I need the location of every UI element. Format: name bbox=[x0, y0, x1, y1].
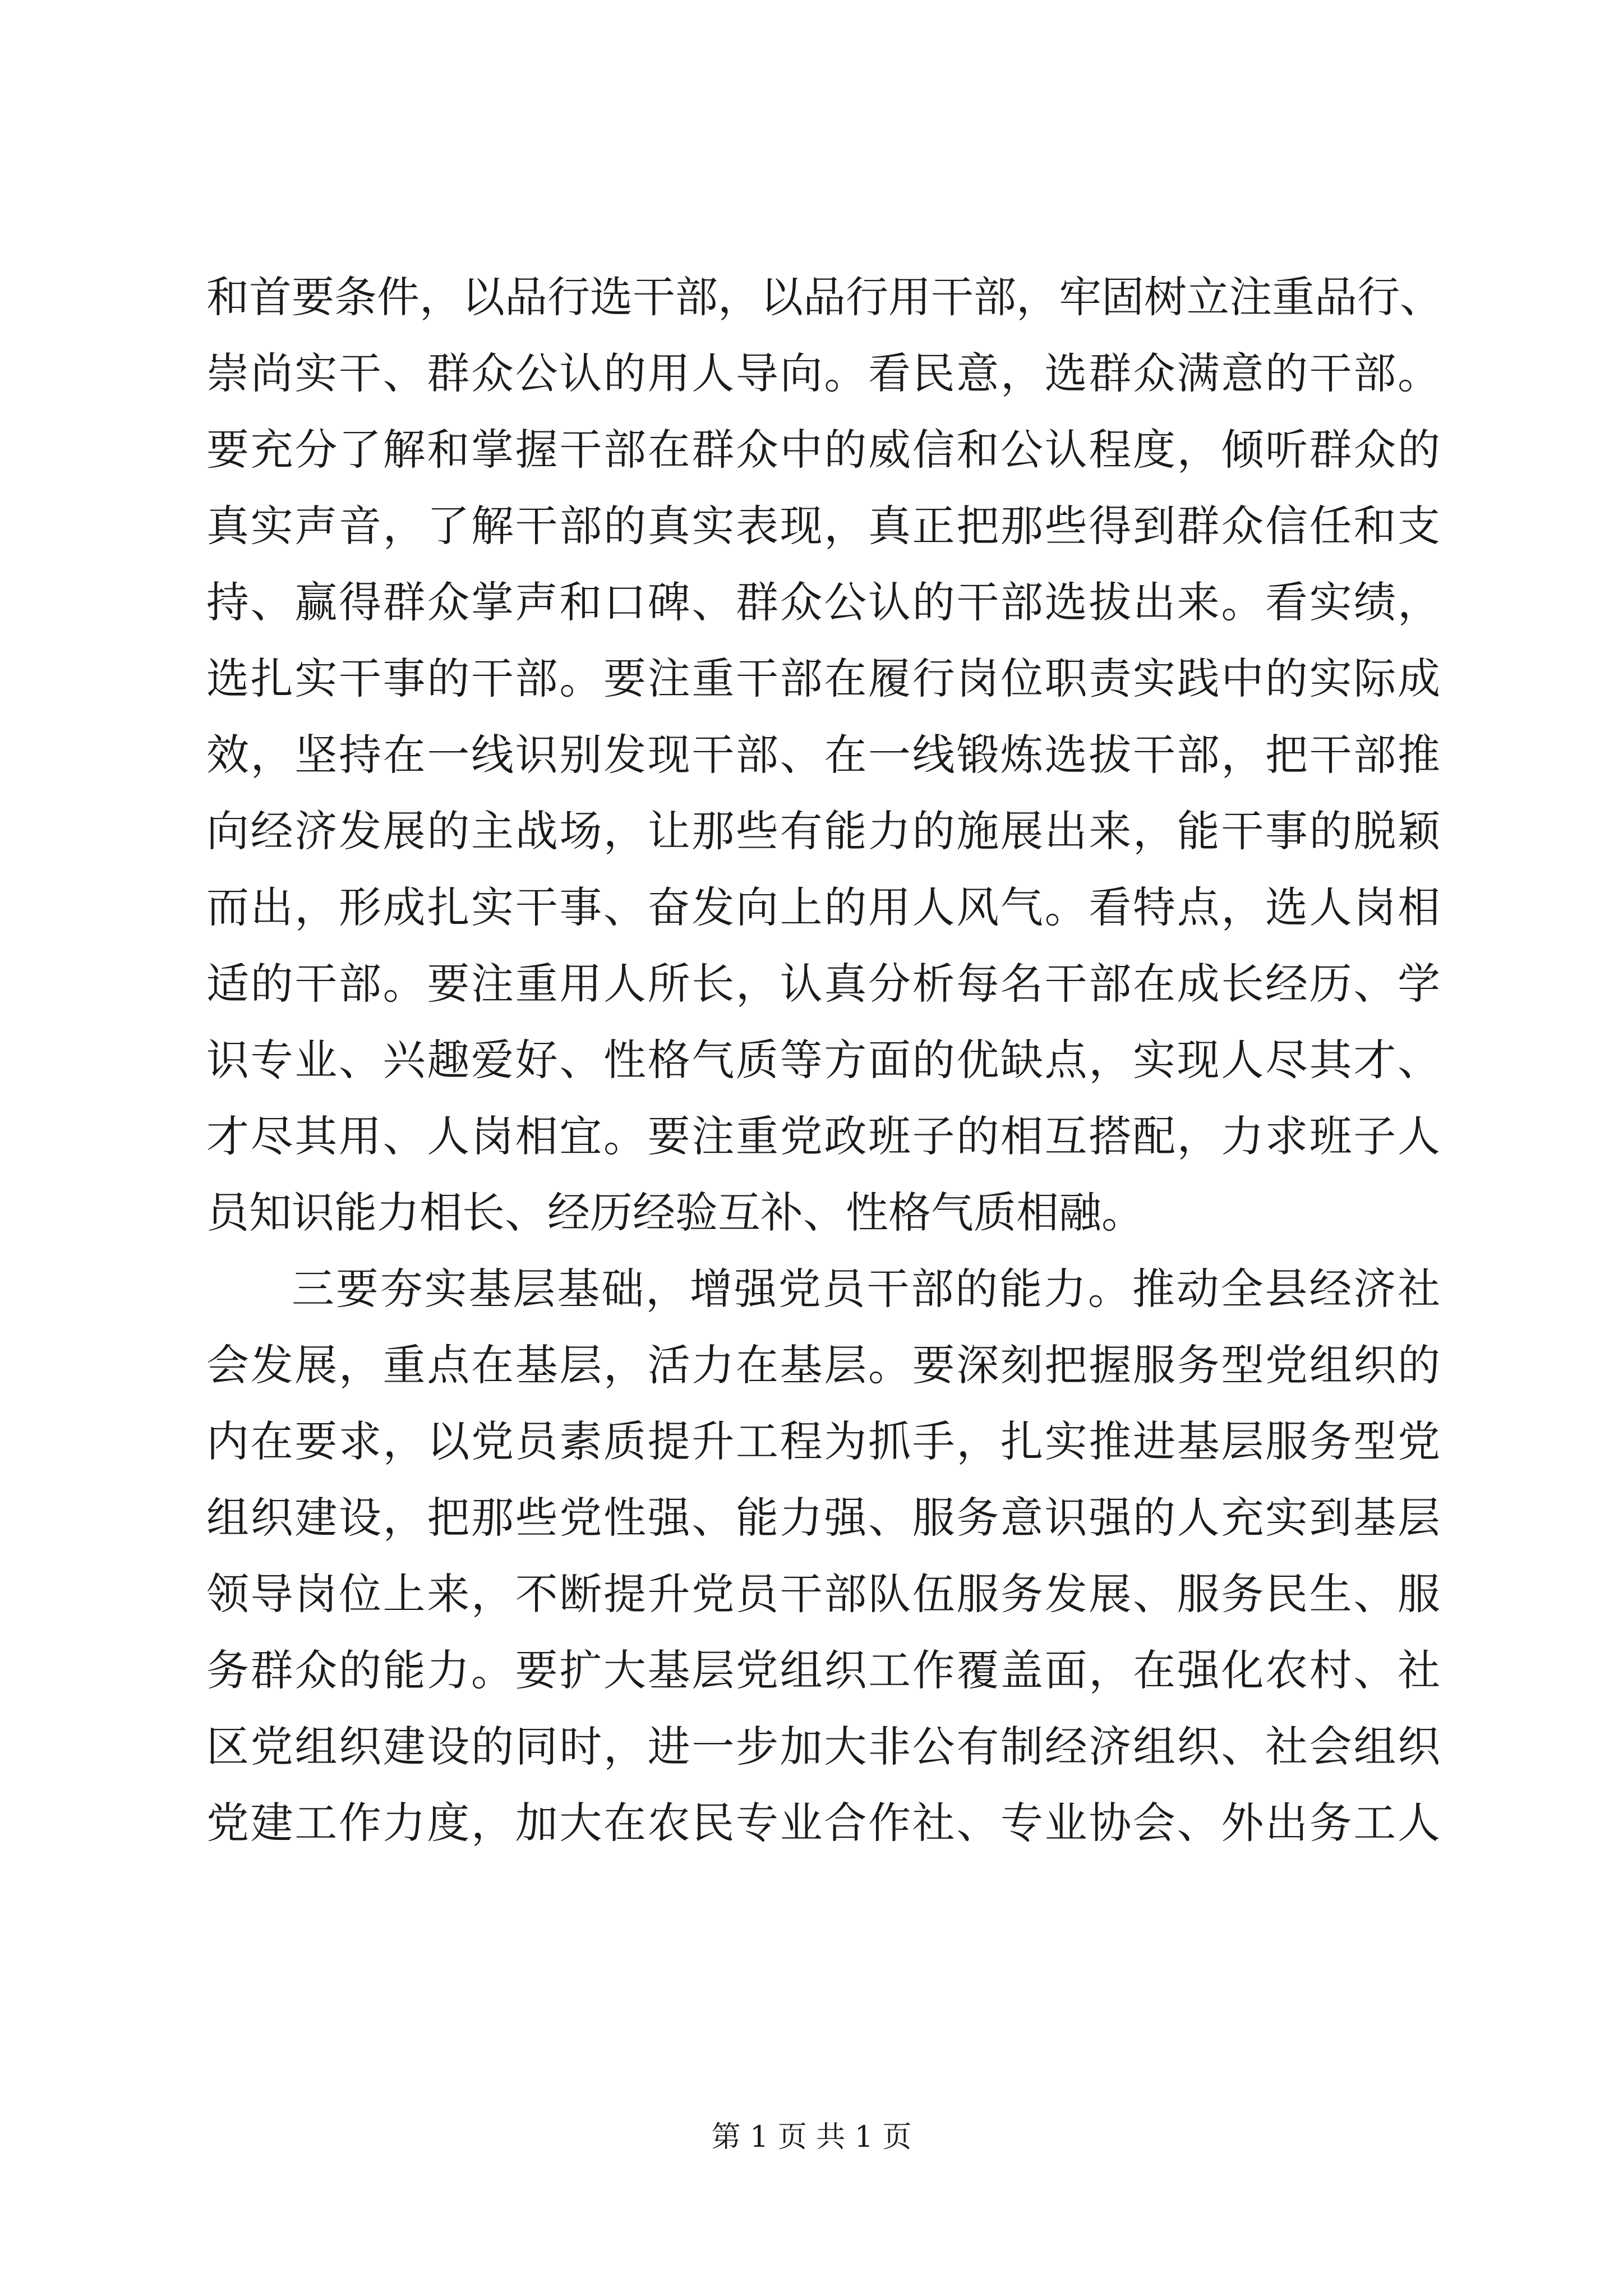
text-line: 崇尚实干、群众公认的用人导向。看民意，选群众满意的干部。 bbox=[206, 348, 1440, 398]
text-line: 区党组织建设的同时，进一步加大非公有制经济组织、社会组织 bbox=[206, 1722, 1440, 1772]
text-line: 和首要条件，以品行选干部，以品行用干部，牢固树立注重品行、 bbox=[206, 272, 1442, 322]
text-line: 真实声音，了解干部的真实表现，真正把那些得到群众信任和支 bbox=[206, 501, 1440, 551]
text-line: 员知识能力相长、经历经验互补、性格气质相融。 bbox=[206, 1188, 1144, 1237]
text-line: 效，坚持在一线识别发现干部、在一线锻炼选拔干部，把干部推 bbox=[206, 730, 1440, 780]
paragraph-2 bbox=[206, 1251, 1440, 1861]
text-line: 向经济发展的主战场，让那些有能力的施展出来，能干事的脱颖 bbox=[206, 806, 1440, 856]
text-line: 适的干部。要注重用人所长，认真分析每名干部在成长经历、学 bbox=[206, 959, 1440, 1009]
document-body bbox=[206, 259, 1440, 1861]
text-line: 务群众的能力。要扩大基层党组织工作覆盖面，在强化农村、社 bbox=[206, 1645, 1440, 1695]
text-line: 组织建设，把那些党性强、能力强、服务意识强的人充实到基层 bbox=[206, 1493, 1440, 1543]
page-number-footer: 第 1 页 共 1 页 bbox=[711, 2120, 912, 2154]
text-line: 持、赢得群众掌声和口碑、群众公认的干部选拔出来。看实绩， bbox=[206, 577, 1440, 627]
text-line: 党建工作力度，加大在农民专业合作社、专业协会、外出务工人 bbox=[206, 1798, 1440, 1848]
text-line: 选扎实干事的干部。要注重干部在履行岗位职责实践中的实际成 bbox=[206, 654, 1440, 703]
text-line: 要充分了解和掌握干部在群众中的威信和公认程度，倾听群众的 bbox=[206, 425, 1440, 475]
text-line: 内在要求，以党员素质提升工程为抓手，扎实推进基层服务型党 bbox=[206, 1416, 1440, 1466]
text-line: 会发展，重点在基层，活力在基层。要深刻把握服务型党组织的 bbox=[206, 1340, 1440, 1390]
text-line: 识专业、兴趣爱好、性格气质等方面的优缺点，实现人尽其才、 bbox=[206, 1035, 1440, 1085]
text-line: 领导岗位上来，不断提升党员干部队伍服务发展、服务民生、服 bbox=[206, 1569, 1440, 1619]
text-line: 才尽其用、人岗相宜。要注重党政班子的相互搭配，力求班子人 bbox=[206, 1111, 1440, 1161]
text-line: 而出，形成扎实干事、奋发向上的用人风气。看特点，选人岗相 bbox=[206, 882, 1440, 932]
paragraph-1 bbox=[206, 259, 1440, 1251]
text-line: 三要夯实基层基础，增强党员干部的能力。推动全县经济社 bbox=[292, 1264, 1440, 1314]
